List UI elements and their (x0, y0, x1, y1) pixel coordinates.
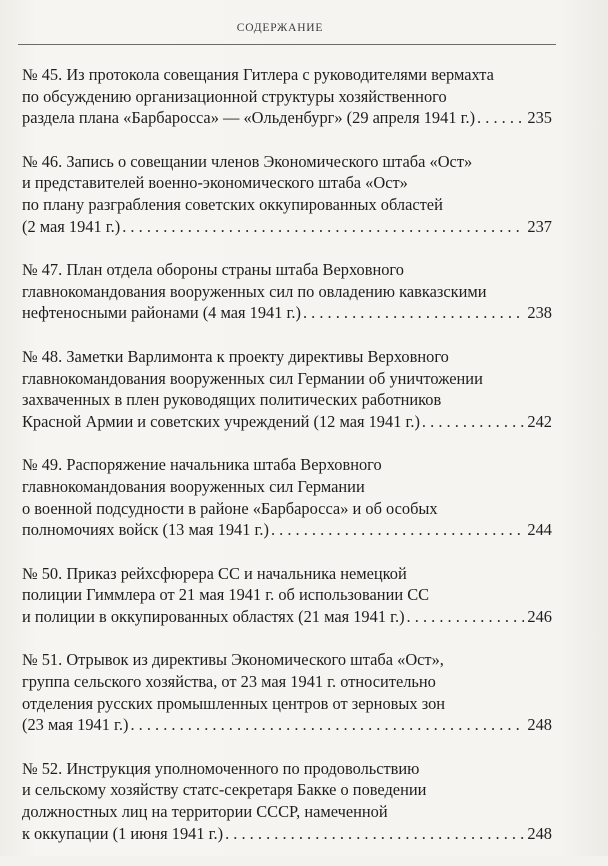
dot-leader (122, 216, 524, 238)
table-of-contents (22, 64, 552, 866)
page-number: 235 (527, 108, 552, 128)
entry-text-line: к оккупации (1 июня 1941 г.) (22, 823, 224, 843)
entry-text-line: № 49. Распоряжение начальника штаба Верховного (22, 455, 382, 475)
entry-last-line (22, 714, 552, 736)
entry-text-line: полиции Гиммлера от 21 мая 1941 г. об использовании СС (22, 585, 430, 605)
entry-text-line: главнокомандования вооруженных сил Германии (22, 476, 365, 496)
entry-text-line: и сельскому хозяйству статс-секретаря Бакке о поведении (22, 780, 427, 800)
entry-text-line: (23 мая 1941 г.) (22, 715, 129, 735)
header-rule (18, 44, 556, 45)
entry-text-line: главнокомандования вооруженных сил по овладению кавказскими (22, 281, 487, 301)
dot-leader (225, 823, 524, 845)
entry-text-line: главнокомандования вооруженных сил Германии об уничтожении (22, 368, 483, 388)
entry-last-line (22, 823, 552, 845)
entry-text-line: № 46. Запись о совещании членов Экономического штаба «Ост» (22, 151, 473, 171)
entry-text-line: № 47. План отдела обороны страны штаба Верховного (22, 260, 404, 280)
entry-text-line: № 52. Инструкция уполномоченного по продовольствию (22, 758, 420, 778)
entry-last-line (22, 302, 552, 324)
entry-text-line: и полиции в оккупированных областях (21 мая 1941 г.) (22, 606, 405, 626)
toc-entry-47 (22, 259, 552, 324)
page-number: 248 (527, 823, 552, 843)
entry-last-line (22, 606, 552, 628)
entry-text-line: полномочиях войск (13 мая 1941 г.) (22, 520, 269, 540)
page-number: 244 (527, 520, 552, 540)
toc-entry-46 (22, 151, 552, 237)
toc-entry-48 (22, 346, 552, 432)
entry-text-line: (2 мая 1941 г.) (22, 216, 121, 236)
entry-text-line: № 50. Приказ рейхсфюрера СС и начальника немецкой (22, 563, 407, 583)
dot-leader (271, 519, 524, 541)
dot-leader (130, 714, 524, 736)
toc-entry-49 (22, 454, 552, 540)
entry-last-line (22, 107, 552, 129)
dot-leader (407, 606, 525, 628)
dot-leader (303, 302, 524, 324)
entry-text-line: № 48. Заметки Варлимонта к проекту директивы Верховного (22, 346, 449, 366)
page-number: 238 (527, 303, 552, 323)
entry-text-line: по плану разграбления советских оккупированных областей (22, 194, 443, 214)
entry-text-line: № 51. Отрывок из директивы Экономического штаба «Ост», (22, 650, 444, 670)
toc-entry-51 (22, 649, 552, 735)
entry-text-line: о военной подсудности в районе «Барбаросса» и об особых (22, 498, 438, 518)
entry-text-line: Красной Армии и советских учреждений (12 мая 1941 г.) (22, 411, 420, 431)
entry-text-line: группа сельского хозяйства, от 23 мая 1941 г. относительно (22, 672, 436, 692)
entry-text-line: по обсуждению организационной структуры хозяйственного (22, 86, 447, 106)
entry-text-line: № 45. Из протокола совещания Гитлера с руководителями вермахта (22, 65, 494, 84)
toc-entry-45 (22, 64, 552, 129)
entry-text-line: должностных лиц на территории СССР, намеченной (22, 802, 388, 822)
toc-entry-50 (22, 563, 552, 628)
entry-text-line: и представителей военно-экономического штаба «Ост» (22, 173, 408, 193)
entry-text-line: раздела плана «Барбаросса» — «Ольденбург» (29 апреля 1941 г.) (22, 108, 476, 128)
entry-last-line (22, 216, 552, 238)
dot-leader (477, 107, 524, 129)
running-header: СОДЕРЖАНИЕ (236, 22, 324, 34)
entry-text-line: отделения русских промышленных центров от зерновых зон (22, 693, 446, 713)
entry-last-line (22, 519, 552, 541)
page-number: 242 (527, 411, 552, 431)
toc-entry-52 (22, 758, 552, 844)
entry-text-line: нефтеносными районами (4 мая 1941 г.) (22, 303, 301, 323)
entry-text-line: захваченных в плен руководящих политических работников (22, 390, 442, 410)
entry-last-line (22, 411, 552, 433)
page-number: 248 (527, 715, 552, 735)
page-number: 246 (527, 606, 552, 626)
dot-leader (422, 411, 524, 433)
page-number: 237 (527, 216, 552, 236)
